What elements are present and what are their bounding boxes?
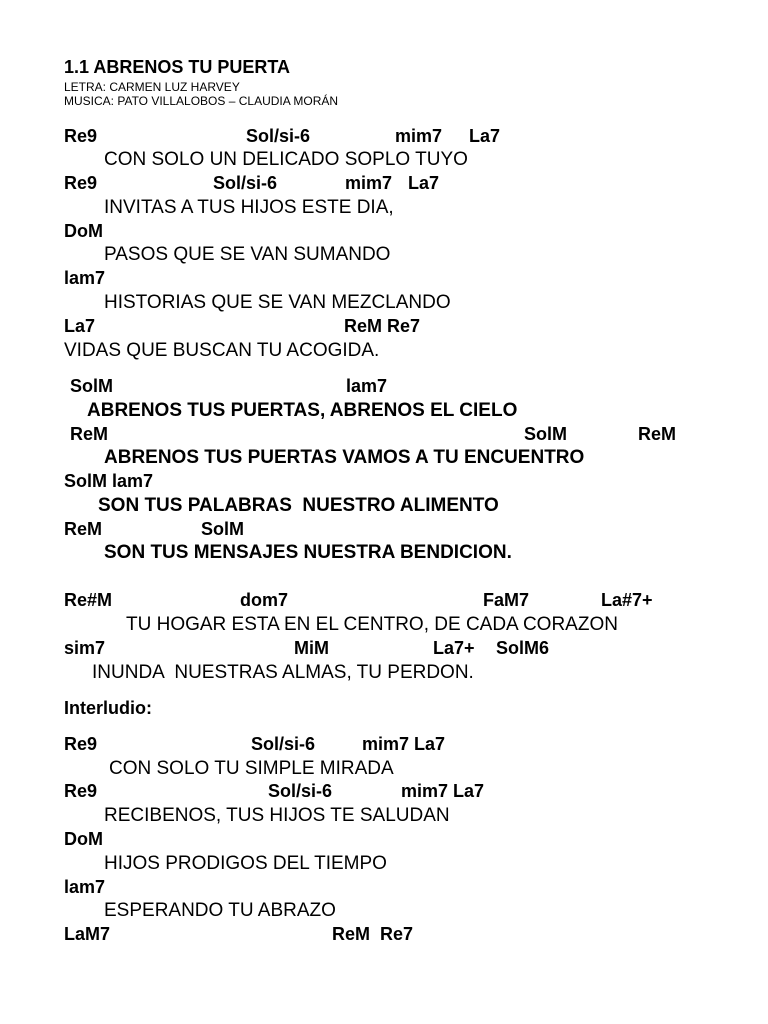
lyric-line: HISTORIAS QUE SE VAN MEZCLANDO <box>104 292 451 313</box>
chorus-line: ABRENOS TUS PUERTAS, ABRENOS EL CIELO <box>87 400 518 421</box>
chord: lam7 <box>64 877 106 897</box>
interlude-label: Interludio: <box>64 698 152 718</box>
lyric-line: HIJOS PRODIGOS DEL TIEMPO <box>104 853 387 874</box>
lyric-line: INVITAS A TUS HIJOS ESTE DIA, <box>104 197 394 218</box>
chord: La7 <box>408 173 440 193</box>
chord: ReM Re7 <box>344 316 421 336</box>
lyric-line: ESPERANDO TU ABRAZO <box>104 900 336 921</box>
chord: La7 <box>64 316 96 336</box>
chord: Sol/si-6 <box>268 781 333 801</box>
chord: lam7 <box>346 376 388 396</box>
chord: mim7 <box>395 126 443 146</box>
chord: mim7 La7 <box>362 734 446 754</box>
chord: Re9 <box>64 734 98 754</box>
music-credit: MUSICA: PATO VILLALOBOS – CLAUDIA MORÁN <box>64 94 339 108</box>
chord: SolM <box>70 376 113 396</box>
chord: MiM <box>294 638 329 658</box>
chorus-line: ABRENOS TUS PUERTAS VAMOS A TU ENCUENTRO <box>104 447 585 468</box>
chord: ReM Re7 <box>332 924 414 944</box>
lyrics-credit: LETRA: CARMEN LUZ HARVEY <box>64 80 240 94</box>
lyric-line: TU HOGAR ESTA EN EL CENTRO, DE CADA CORAZON <box>126 614 618 635</box>
chord: Re9 <box>64 126 98 146</box>
lyric-line: PASOS QUE SE VAN SUMANDO <box>104 244 391 265</box>
chord: ReM <box>64 519 103 539</box>
chord: sim7 <box>64 638 106 658</box>
lyric-line: CON SOLO TU SIMPLE MIRADA <box>109 758 394 779</box>
chord: SolM6 <box>496 638 550 658</box>
song-title: 1.1 ABRENOS TU PUERTA <box>64 57 291 77</box>
chord: SolM <box>201 519 244 539</box>
chord: SolM lam7 <box>64 471 154 491</box>
chord: mim7 <box>345 173 393 193</box>
chord: FaM7 <box>483 590 530 610</box>
chord: lam7 <box>64 268 106 288</box>
chord: La#7+ <box>601 590 653 610</box>
lyric-line: VIDAS QUE BUSCAN TU ACOGIDA. <box>64 340 380 361</box>
chord: Sol/si-6 <box>213 173 278 193</box>
chord: ReM <box>70 424 109 444</box>
chord: ReM <box>638 424 677 444</box>
chord: Re9 <box>64 173 98 193</box>
chord: SolM <box>524 424 567 444</box>
chord: LaM7 <box>64 924 111 944</box>
chord: DoM <box>64 221 103 241</box>
chord: mim7 La7 <box>401 781 485 801</box>
chord: Re9 <box>64 781 98 801</box>
chord: dom7 <box>240 590 289 610</box>
chord: Re#M <box>64 590 113 610</box>
chord: Sol/si-6 <box>246 126 311 146</box>
chord: DoM <box>64 829 103 849</box>
chord: Sol/si-6 <box>251 734 316 754</box>
lyric-line: CON SOLO UN DELICADO SOPLO TUYO <box>104 149 468 170</box>
chorus-line: SON TUS MENSAJES NUESTRA BENDICION. <box>104 542 512 563</box>
chord: La7 <box>469 126 501 146</box>
lyric-line: INUNDA NUESTRAS ALMAS, TU PERDON. <box>92 662 474 683</box>
chord: La7+ <box>433 638 475 658</box>
chorus-line: SON TUS PALABRAS NUESTRO ALIMENTO <box>98 495 499 516</box>
lyric-line: RECIBENOS, TUS HIJOS TE SALUDAN <box>104 805 450 826</box>
